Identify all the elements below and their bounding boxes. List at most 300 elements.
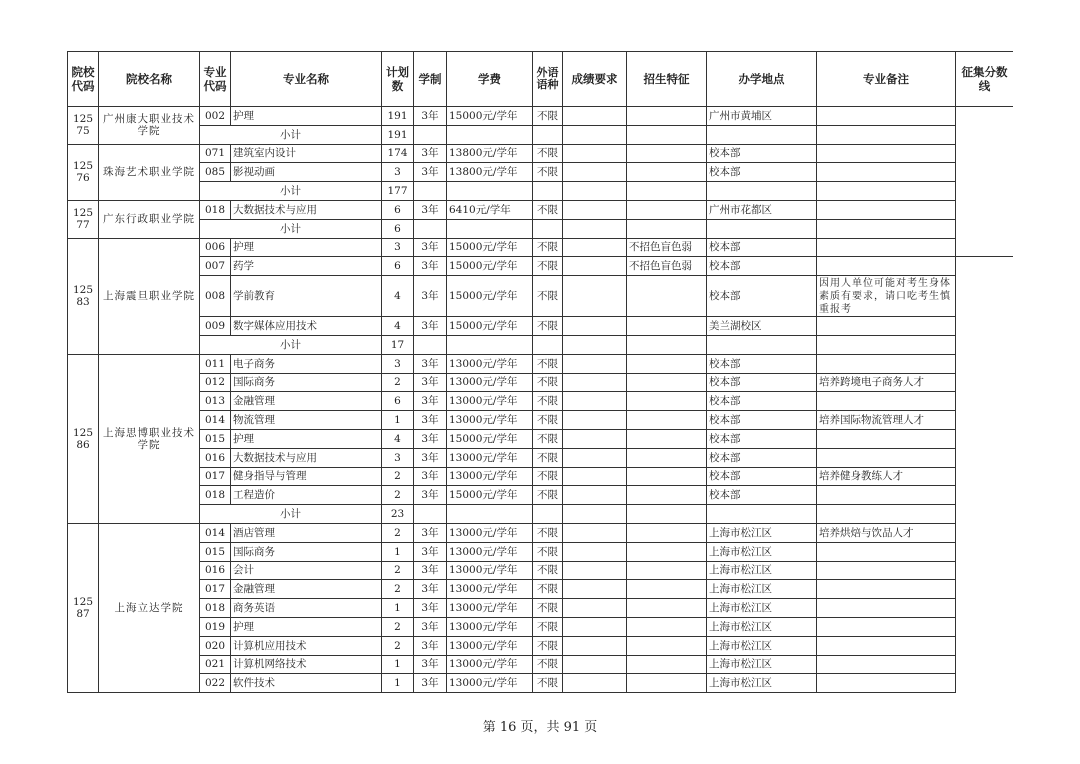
major-note (817, 200, 956, 219)
major-name: 国际商务 (231, 542, 382, 561)
major-name: 建筑室内设计 (231, 144, 382, 163)
duration: 3年 (414, 561, 447, 580)
plan-count: 6 (382, 257, 414, 276)
tuition-fee: 13000元/学年 (447, 411, 533, 430)
location: 校本部 (707, 354, 817, 373)
major-code: 007 (200, 257, 231, 276)
empty-cell (817, 219, 956, 238)
major-note (817, 317, 956, 336)
language: 不限 (533, 429, 563, 448)
table-row (68, 238, 1014, 257)
location: 校本部 (707, 392, 817, 411)
duration: 3年 (414, 599, 447, 618)
score-line (956, 107, 1014, 257)
tuition-fee: 13000元/学年 (447, 354, 533, 373)
school-code: 12587 (68, 523, 99, 692)
score-requirement (563, 580, 627, 599)
major-name: 数字媒体应用技术 (231, 317, 382, 336)
header-location: 办学地点 (707, 52, 817, 107)
enrollment-feature (627, 163, 707, 182)
duration: 3年 (414, 411, 447, 430)
table-row (68, 636, 1014, 655)
plan-count: 3 (382, 448, 414, 467)
school-name: 广东行政职业学院 (99, 200, 200, 238)
table-row (68, 163, 1014, 182)
tuition-fee: 13800元/学年 (447, 144, 533, 163)
enrollment-feature (627, 144, 707, 163)
table-row (68, 467, 1014, 486)
tuition-fee: 13000元/学年 (447, 523, 533, 542)
major-name: 护理 (231, 238, 382, 257)
enrollment-feature (627, 486, 707, 505)
duration: 3年 (414, 617, 447, 636)
tuition-fee: 15000元/学年 (447, 486, 533, 505)
plan-count: 3 (382, 354, 414, 373)
major-note (817, 257, 956, 276)
table-row (68, 392, 1014, 411)
table-row (68, 542, 1014, 561)
enrollment-feature: 不招色盲色弱 (627, 257, 707, 276)
location: 上海市松江区 (707, 580, 817, 599)
location: 上海市松江区 (707, 674, 817, 693)
plan-count: 2 (382, 486, 414, 505)
location: 校本部 (707, 429, 817, 448)
empty-cell (627, 219, 707, 238)
major-note (817, 655, 956, 674)
language: 不限 (533, 144, 563, 163)
plan-count: 6 (382, 392, 414, 411)
empty-cell (447, 335, 533, 354)
location: 上海市松江区 (707, 542, 817, 561)
subtotal-row (68, 335, 1014, 354)
tuition-fee: 13000元/学年 (447, 373, 533, 392)
score-requirement (563, 429, 627, 448)
plan-count: 2 (382, 617, 414, 636)
tuition-fee: 13000元/学年 (447, 674, 533, 693)
major-note (817, 238, 956, 257)
duration: 3年 (414, 238, 447, 257)
subtotal-value: 177 (382, 182, 414, 201)
plan-count: 2 (382, 580, 414, 599)
plan-count: 2 (382, 373, 414, 392)
location: 校本部 (707, 486, 817, 505)
empty-cell (414, 182, 447, 201)
major-code: 011 (200, 354, 231, 373)
major-name: 影视动画 (231, 163, 382, 182)
major-code: 016 (200, 561, 231, 580)
subtotal-label: 小计 (200, 125, 382, 144)
language: 不限 (533, 276, 563, 317)
location: 上海市松江区 (707, 636, 817, 655)
language: 不限 (533, 674, 563, 693)
empty-cell (627, 335, 707, 354)
major-note (817, 354, 956, 373)
major-name: 大数据技术与应用 (231, 200, 382, 219)
enrollment-feature (627, 674, 707, 693)
language: 不限 (533, 411, 563, 430)
empty-cell (533, 125, 563, 144)
empty-cell (414, 505, 447, 524)
tuition-fee: 13000元/学年 (447, 392, 533, 411)
header-feature: 招生特征 (627, 52, 707, 107)
language: 不限 (533, 467, 563, 486)
major-note (817, 392, 956, 411)
enrollment-feature (627, 561, 707, 580)
major-code: 018 (200, 200, 231, 219)
duration: 3年 (414, 523, 447, 542)
major-code: 019 (200, 617, 231, 636)
empty-cell (707, 219, 817, 238)
score-requirement (563, 238, 627, 257)
major-note: 因用人单位可能对考生身体素质有要求，请口吃考生慎重报考 (817, 276, 956, 317)
score-requirement (563, 107, 627, 126)
empty-cell (563, 335, 627, 354)
enrollment-feature (627, 317, 707, 336)
tuition-fee: 13000元/学年 (447, 561, 533, 580)
major-note (817, 617, 956, 636)
score-requirement (563, 561, 627, 580)
location: 校本部 (707, 411, 817, 430)
language: 不限 (533, 561, 563, 580)
language: 不限 (533, 163, 563, 182)
subtotal-row (68, 505, 1014, 524)
subtotal-value: 17 (382, 335, 414, 354)
location: 校本部 (707, 144, 817, 163)
header-score-line: 征集分数线 (956, 52, 1014, 107)
language: 不限 (533, 599, 563, 618)
major-note (817, 599, 956, 618)
enrollment-feature (627, 411, 707, 430)
location: 校本部 (707, 257, 817, 276)
score-requirement (563, 144, 627, 163)
empty-cell (447, 182, 533, 201)
subtotal-row (68, 125, 1014, 144)
duration: 3年 (414, 655, 447, 674)
major-note (817, 636, 956, 655)
language: 不限 (533, 200, 563, 219)
plan-count: 1 (382, 542, 414, 561)
score-requirement (563, 655, 627, 674)
table-row (68, 317, 1014, 336)
enrollment-feature (627, 542, 707, 561)
subtotal-label: 小计 (200, 505, 382, 524)
major-note: 培养烘焙与饮品人才 (817, 523, 956, 542)
empty-cell (707, 125, 817, 144)
location: 美兰湖校区 (707, 317, 817, 336)
admission-table-container (67, 51, 1013, 696)
major-name: 金融管理 (231, 392, 382, 411)
header-language: 外语语种 (533, 52, 563, 107)
plan-count: 4 (382, 429, 414, 448)
table-header-row (68, 52, 1014, 107)
enrollment-feature (627, 107, 707, 126)
location: 广州市黄埔区 (707, 107, 817, 126)
score-requirement (563, 257, 627, 276)
major-name: 护理 (231, 107, 382, 126)
header-plan: 计划数 (382, 52, 414, 107)
major-name: 国际商务 (231, 373, 382, 392)
table-row (68, 429, 1014, 448)
location: 上海市松江区 (707, 617, 817, 636)
enrollment-feature (627, 429, 707, 448)
major-note (817, 163, 956, 182)
empty-cell (447, 505, 533, 524)
enrollment-feature (627, 523, 707, 542)
language: 不限 (533, 448, 563, 467)
table-row (68, 561, 1014, 580)
score-requirement (563, 354, 627, 373)
major-name: 护理 (231, 617, 382, 636)
empty-cell (817, 335, 956, 354)
empty-cell (533, 219, 563, 238)
location: 校本部 (707, 373, 817, 392)
duration: 3年 (414, 580, 447, 599)
table-row (68, 599, 1014, 618)
major-code: 012 (200, 373, 231, 392)
major-name: 大数据技术与应用 (231, 448, 382, 467)
table-row (68, 276, 1014, 317)
major-code: 018 (200, 599, 231, 618)
subtotal-label: 小计 (200, 335, 382, 354)
school-name: 上海震旦职业学院 (99, 238, 200, 354)
major-code: 008 (200, 276, 231, 317)
major-note: 培养跨境电子商务人才 (817, 373, 956, 392)
major-code: 006 (200, 238, 231, 257)
table-row (68, 617, 1014, 636)
language: 不限 (533, 542, 563, 561)
plan-count: 191 (382, 107, 414, 126)
major-name: 健身指导与管理 (231, 467, 382, 486)
school-code: 12586 (68, 354, 99, 523)
plan-count: 2 (382, 467, 414, 486)
plan-count: 6 (382, 200, 414, 219)
admission-table (67, 51, 1013, 693)
major-code: 021 (200, 655, 231, 674)
language: 不限 (533, 354, 563, 373)
major-code: 009 (200, 317, 231, 336)
tuition-fee: 13000元/学年 (447, 636, 533, 655)
plan-count: 1 (382, 655, 414, 674)
enrollment-feature (627, 354, 707, 373)
major-name: 物流管理 (231, 411, 382, 430)
major-name: 酒店管理 (231, 523, 382, 542)
empty-cell (414, 219, 447, 238)
enrollment-feature (627, 448, 707, 467)
enrollment-feature (627, 580, 707, 599)
table-row (68, 674, 1014, 693)
table-row (68, 580, 1014, 599)
duration: 3年 (414, 674, 447, 693)
table-row (68, 448, 1014, 467)
plan-count: 1 (382, 411, 414, 430)
duration: 3年 (414, 317, 447, 336)
table-row (68, 373, 1014, 392)
major-code: 017 (200, 467, 231, 486)
location: 校本部 (707, 238, 817, 257)
score-requirement (563, 411, 627, 430)
language: 不限 (533, 392, 563, 411)
major-name: 工程造价 (231, 486, 382, 505)
header-school-code: 院校代码 (68, 52, 99, 107)
plan-count: 2 (382, 636, 414, 655)
major-code: 020 (200, 636, 231, 655)
empty-cell (817, 125, 956, 144)
score-requirement (563, 163, 627, 182)
school-code: 12576 (68, 144, 99, 200)
plan-count: 3 (382, 163, 414, 182)
major-note (817, 486, 956, 505)
tuition-fee: 13000元/学年 (447, 599, 533, 618)
score-requirement (563, 448, 627, 467)
subtotal-value: 23 (382, 505, 414, 524)
location: 上海市松江区 (707, 561, 817, 580)
location: 校本部 (707, 467, 817, 486)
tuition-fee: 15000元/学年 (447, 107, 533, 126)
language: 不限 (533, 580, 563, 599)
school-name: 广州康大职业技术学院 (99, 107, 200, 145)
tuition-fee: 13000元/学年 (447, 467, 533, 486)
subtotal-row (68, 219, 1014, 238)
location: 校本部 (707, 163, 817, 182)
major-name: 计算机应用技术 (231, 636, 382, 655)
tuition-fee: 15000元/学年 (447, 429, 533, 448)
major-code: 017 (200, 580, 231, 599)
major-code: 016 (200, 448, 231, 467)
duration: 3年 (414, 429, 447, 448)
score-requirement (563, 674, 627, 693)
score-requirement (563, 542, 627, 561)
empty-cell (414, 125, 447, 144)
location: 校本部 (707, 276, 817, 317)
major-name: 药学 (231, 257, 382, 276)
enrollment-feature (627, 373, 707, 392)
location: 校本部 (707, 448, 817, 467)
language: 不限 (533, 238, 563, 257)
plan-count: 174 (382, 144, 414, 163)
major-code: 015 (200, 429, 231, 448)
duration: 3年 (414, 448, 447, 467)
header-score-req: 成绩要求 (563, 52, 627, 107)
table-row (68, 144, 1014, 163)
score-requirement (563, 317, 627, 336)
enrollment-feature (627, 617, 707, 636)
major-note (817, 107, 956, 126)
school-name: 珠海艺术职业学院 (99, 144, 200, 200)
language: 不限 (533, 523, 563, 542)
language: 不限 (533, 486, 563, 505)
plan-count: 1 (382, 599, 414, 618)
major-code: 013 (200, 392, 231, 411)
major-note (817, 144, 956, 163)
empty-cell (627, 182, 707, 201)
school-name: 上海立达学院 (99, 523, 200, 692)
empty-cell (533, 182, 563, 201)
major-name: 会计 (231, 561, 382, 580)
table-row (68, 655, 1014, 674)
school-code: 12583 (68, 238, 99, 354)
duration: 3年 (414, 200, 447, 219)
header-note: 专业备注 (817, 52, 956, 107)
empty-cell (817, 505, 956, 524)
language: 不限 (533, 617, 563, 636)
major-code: 018 (200, 486, 231, 505)
school-name: 上海思博职业技术学院 (99, 354, 200, 523)
subtotal-row (68, 182, 1014, 201)
tuition-fee: 13800元/学年 (447, 163, 533, 182)
enrollment-feature (627, 636, 707, 655)
table-row (68, 523, 1014, 542)
tuition-fee: 15000元/学年 (447, 317, 533, 336)
table-row (68, 200, 1014, 219)
empty-cell (627, 125, 707, 144)
header-major-name: 专业名称 (231, 52, 382, 107)
enrollment-feature (627, 392, 707, 411)
duration: 3年 (414, 144, 447, 163)
score-requirement (563, 617, 627, 636)
empty-cell (817, 182, 956, 201)
major-name: 计算机网络技术 (231, 655, 382, 674)
tuition-fee: 13000元/学年 (447, 448, 533, 467)
major-code: 022 (200, 674, 231, 693)
language: 不限 (533, 655, 563, 674)
plan-count: 1 (382, 674, 414, 693)
major-note: 培养健身教练人才 (817, 467, 956, 486)
empty-cell (563, 219, 627, 238)
score-requirement (563, 599, 627, 618)
subtotal-value: 6 (382, 219, 414, 238)
duration: 3年 (414, 486, 447, 505)
enrollment-feature (627, 599, 707, 618)
major-note (817, 561, 956, 580)
major-note (817, 674, 956, 693)
score-requirement (563, 392, 627, 411)
score-requirement (563, 276, 627, 317)
table-row (68, 486, 1014, 505)
score-requirement (563, 486, 627, 505)
tuition-fee: 13000元/学年 (447, 542, 533, 561)
duration: 3年 (414, 542, 447, 561)
subtotal-value: 191 (382, 125, 414, 144)
empty-cell (447, 219, 533, 238)
page-footer: 第 16 页，共 91 页 (482, 720, 598, 735)
table-row (68, 107, 1014, 126)
score-requirement (563, 523, 627, 542)
duration: 3年 (414, 257, 447, 276)
subtotal-label: 小计 (200, 182, 382, 201)
major-code: 002 (200, 107, 231, 126)
empty-cell (627, 505, 707, 524)
header-school-name: 院校名称 (99, 52, 200, 107)
location: 上海市松江区 (707, 523, 817, 542)
empty-cell (533, 505, 563, 524)
enrollment-feature (627, 200, 707, 219)
header-duration: 学制 (414, 52, 447, 107)
tuition-fee: 13000元/学年 (447, 617, 533, 636)
language: 不限 (533, 107, 563, 126)
location: 上海市松江区 (707, 655, 817, 674)
empty-cell (707, 335, 817, 354)
table-row (68, 257, 1014, 276)
tuition-fee: 15000元/学年 (447, 257, 533, 276)
tuition-fee: 15000元/学年 (447, 238, 533, 257)
school-code: 12575 (68, 107, 99, 145)
score-requirement (563, 636, 627, 655)
empty-cell (563, 125, 627, 144)
location: 上海市松江区 (707, 599, 817, 618)
tuition-fee: 15000元/学年 (447, 276, 533, 317)
duration: 3年 (414, 107, 447, 126)
major-note (817, 580, 956, 599)
